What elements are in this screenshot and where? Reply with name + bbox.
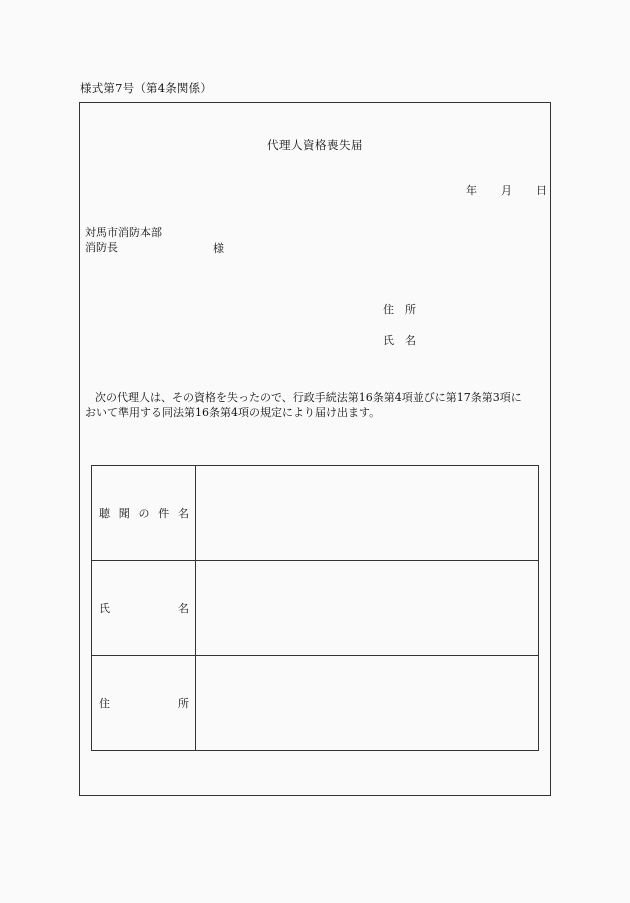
label-char: 所 (178, 697, 189, 710)
table-row (92, 466, 539, 561)
addressee-block (85, 225, 162, 255)
form-title: 代理人資格喪失届 (267, 138, 363, 152)
label-char: の (138, 507, 150, 520)
addressee-honorific: 様 (213, 242, 224, 255)
table-row (92, 561, 539, 656)
form-number: 様式第7号（第4条関係） (80, 81, 213, 95)
table-row (92, 656, 539, 751)
label-char: 聴 (99, 507, 110, 520)
form-frame (79, 102, 551, 796)
agent-address-label-cell (92, 656, 196, 751)
declaration-line-2: おいて準用する同法第16条第4項の規定により届け出ます。 (85, 406, 381, 419)
hearing-subject-value-cell[interactable] (196, 466, 539, 561)
addressee-organization: 対馬市消防本部 (85, 226, 162, 239)
agent-name-value-cell[interactable] (196, 561, 539, 656)
label-char: 氏 (99, 602, 110, 615)
label-char: 聞 (118, 507, 130, 520)
declaration-text (85, 390, 549, 420)
applicant-name-label: 氏 名 (383, 334, 416, 347)
agent-address-value-cell[interactable] (196, 656, 539, 751)
hearing-subject-label-cell (92, 466, 196, 561)
label-char: 住 (99, 697, 110, 710)
agent-name-label-cell (92, 561, 196, 656)
details-table (91, 465, 539, 751)
date-day-label: 日 (536, 184, 547, 197)
label-char: 名 (178, 602, 189, 615)
applicant-address-label: 住 所 (383, 303, 416, 316)
label-char: 件 (158, 507, 170, 520)
date-month-label: 月 (501, 184, 512, 197)
date-year-label: 年 (466, 184, 477, 197)
label-char: 名 (178, 507, 189, 520)
declaration-line-1: 次の代理人は、その資格を失ったので、行政手続法第16条第4項並びに第17条第3項に (95, 391, 522, 404)
addressee-title: 消防長 (85, 241, 118, 254)
